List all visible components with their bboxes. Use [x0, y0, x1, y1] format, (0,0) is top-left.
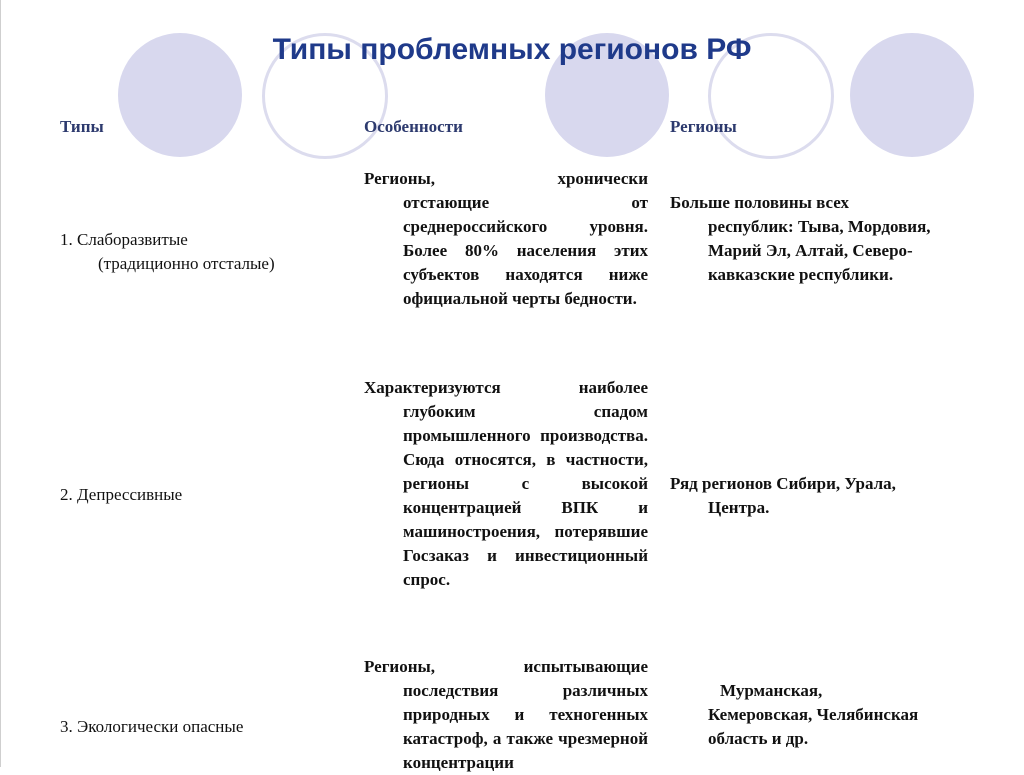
slide-title: Типы проблемных регионов РФ — [272, 33, 752, 66]
row-2-regions-rest: Центра. — [708, 498, 770, 517]
row-2-regions-first: Ряд регионов Сибири, Урала, — [670, 474, 896, 493]
row-3-features-rest: последствия различных природных и техногенных катастроф, а также чрезмерной концентрации — [403, 681, 648, 772]
row-2-features-first: Характеризуются наиболее — [364, 378, 648, 397]
row-3-regions — [670, 679, 970, 751]
row-2-type-main: 2. Депрессивные — [60, 485, 183, 504]
row-2-features-rest: глубоким спадом промышленного производства. Сюда относятся, в частности, регионы с высокой концентрацией ВПК и машиностроения, потерявшие Госзаказ и инвестиционный спрос. — [403, 402, 648, 589]
row-1-regions-rest: республик: Тыва, Мордовия, Марий Эл, Алтай, Северо-кавказские республики. — [708, 217, 931, 284]
row-3-type — [60, 715, 340, 739]
row-1-type-sub: (традиционно отсталые) — [98, 254, 275, 273]
row-3-type-main: 3. Экологически опасные — [60, 717, 244, 736]
row-3-features — [364, 655, 648, 775]
row-1-features-first: Регионы, хронически — [364, 169, 648, 188]
row-2-regions — [670, 472, 970, 520]
header-types: Типы — [60, 117, 104, 136]
row-3-features-first: Регионы, испытывающие — [364, 657, 648, 676]
page-edge — [0, 0, 1, 767]
row-1-regions-first: Больше половины всех — [670, 193, 850, 212]
header-regions: Регионы — [670, 117, 737, 136]
row-1-features-rest: отстающие от среднероссийского уровня. Более 80% населения этих субъектов находятся ниже официальной черты бедности. — [403, 193, 648, 308]
row-1-type-main: 1. Слаборазвитые — [60, 230, 188, 249]
row-1-type — [60, 228, 340, 276]
row-3-regions-first: Мурманская, — [720, 681, 823, 700]
row-1-features — [364, 167, 648, 311]
header-features: Особенности — [364, 117, 463, 136]
row-3-regions-rest: Кемеровская, Челябинская область и др. — [708, 705, 919, 748]
row-2-features — [364, 376, 648, 592]
row-1-regions — [670, 191, 970, 287]
row-2-type — [60, 483, 340, 507]
